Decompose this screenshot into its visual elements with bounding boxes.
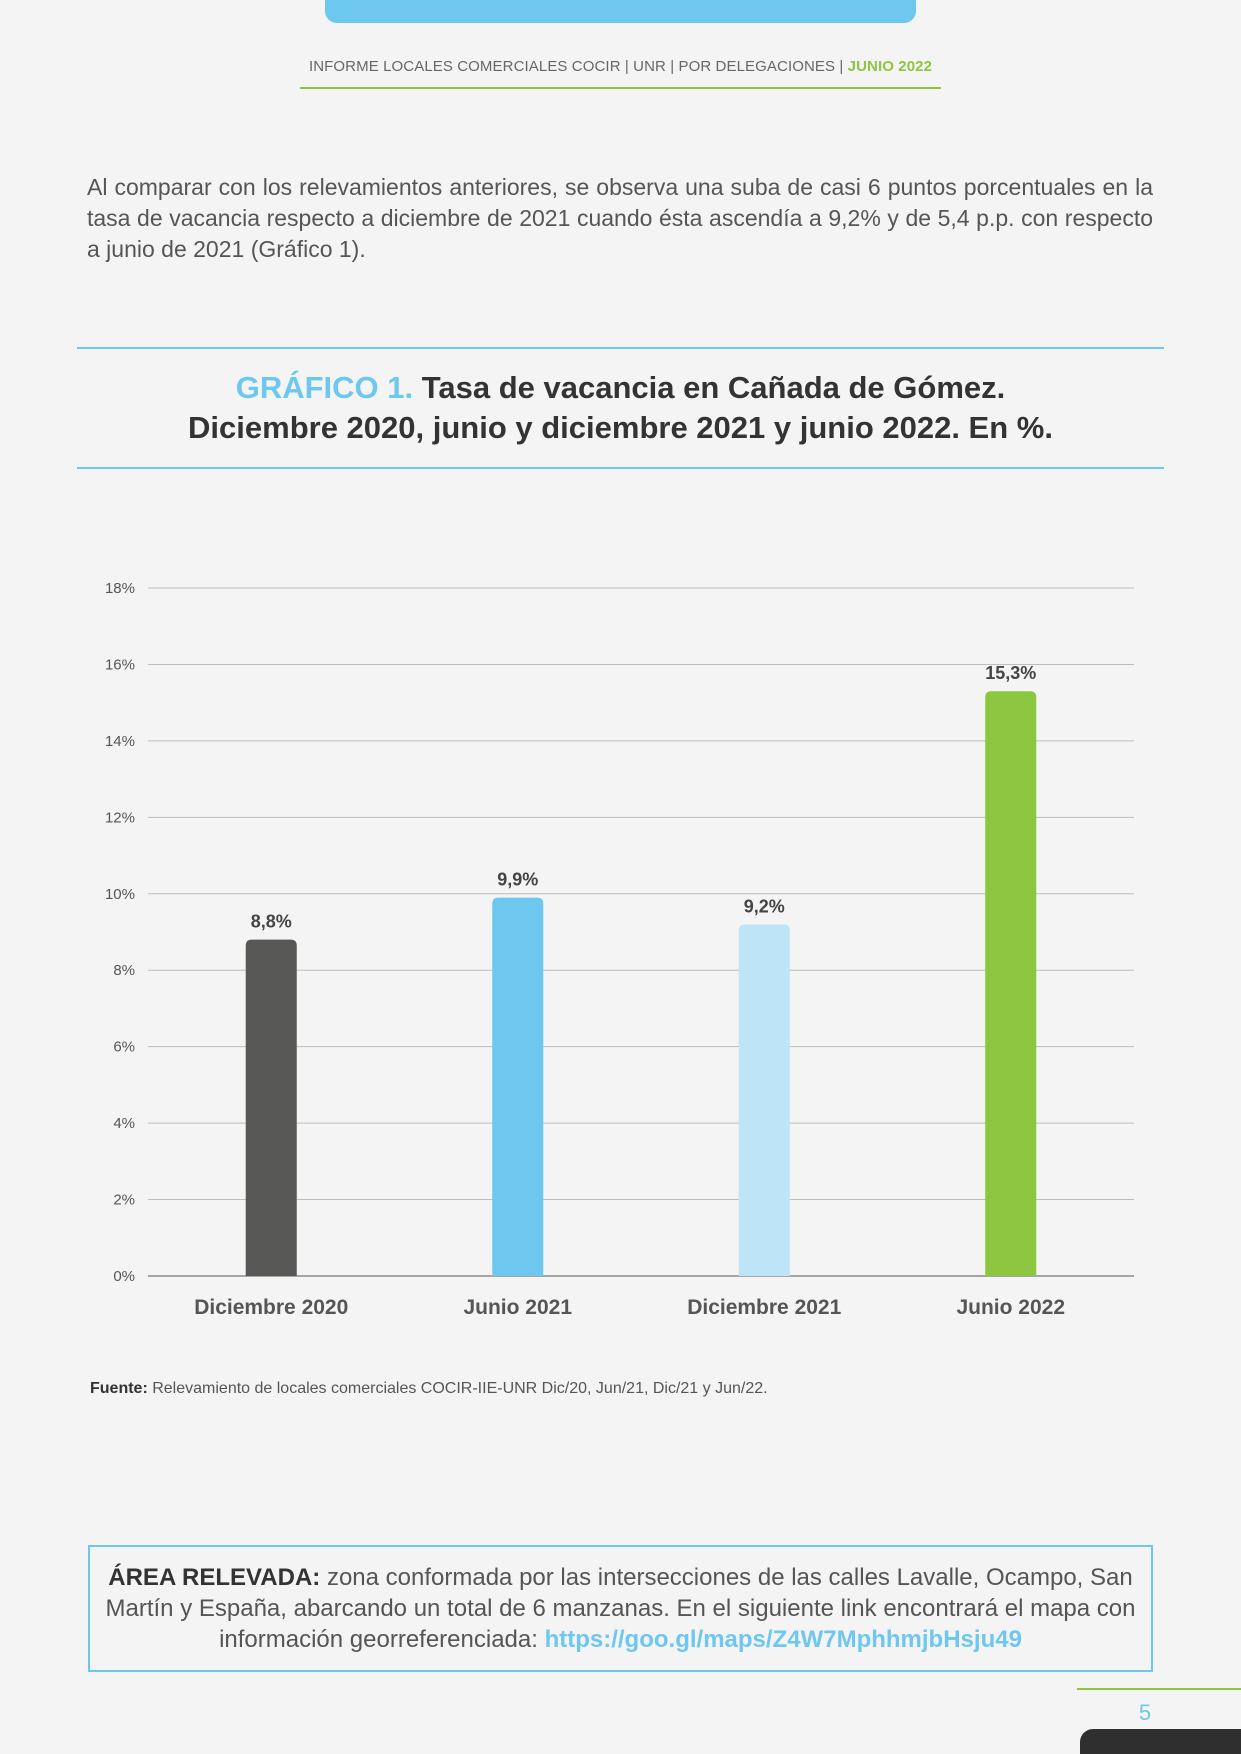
footer-decoration-tab [1080,1729,1241,1754]
chart-source [90,1380,768,1398]
source-label: Fuente: [90,1380,148,1397]
source-text: Relevamiento de locales comerciales COCIR-IIE-UNR Dic/20, Jun/21, Dic/21 y Jun/22. [147,1380,768,1397]
chart-title-bottom-divider [77,467,1164,469]
y-tick-label: 2% [113,1191,135,1209]
y-tick-label: 8% [113,962,135,980]
bar-value-label: 9,2% [743,896,785,917]
bar-chart [0,560,1241,1340]
x-category-label: Junio 2021 [463,1296,573,1319]
bar [985,691,1036,1276]
y-tick-label: 18% [104,580,135,597]
chart-title-line1: Tasa de vacancia en Cañada de Gómez. [421,370,1006,405]
y-tick-label: 10% [104,885,135,903]
bar [739,924,790,1276]
footer-divider [1077,1688,1241,1690]
bar-value-label: 15,3% [985,663,1037,684]
page-number: 5 [1138,1700,1152,1725]
chart-title [0,368,1241,448]
report-header-text: INFORME LOCALES COMERCIALES COCIR | UNR | POR DELEGACIONES | [308,58,848,75]
bar-value-label: 8,8% [250,911,292,932]
y-tick-label: 16% [104,656,135,674]
x-category-label: Diciembre 2020 [194,1296,349,1319]
chart-title-line2: Diciembre 2020, junio y diciembre 2021 y junio 2022. En %. [188,410,1053,445]
y-tick-label: 6% [113,1038,135,1056]
intro-paragraph: Al comparar con los relevamientos anteriores, se observa una suba de casi 6 puntos porcentuales en la tasa de vacancia respecto a diciembre de 2021 cuando ésta ascendía a 9,2% y de 5,4 p.p. con respecto a junio de 2021 (Gráfico 1). [87,174,1153,262]
bar [492,898,543,1276]
chart-title-top-divider [77,347,1164,349]
map-link[interactable]: https://goo.gl/maps/Z4W7MphhmjbHsju49 [544,1626,1022,1653]
y-tick-label: 12% [104,809,135,827]
area-text: zona conformada por las intersecciones de las calles Lavalle, Ocampo, San Martín y España, abarcando un total de 6 manzanas. En el siguiente link encontrará el mapa con información georreferenciada: [105,1564,1136,1653]
area-label: ÁREA RELEVADA: [108,1564,321,1591]
area-info-box [88,1545,1153,1672]
y-tick-label: 14% [104,732,135,750]
x-category-label: Diciembre 2021 [687,1296,842,1319]
report-header-date: JUNIO 2022 [847,58,933,75]
y-tick-label: 0% [113,1268,135,1285]
bar-value-label: 9,9% [497,869,539,890]
x-category-label: Junio 2022 [956,1296,1066,1319]
bar [246,940,297,1276]
header-divider [300,87,941,89]
header-decoration-tab [325,0,916,23]
chart-title-lead: GRÁFICO 1. [235,370,414,405]
y-tick-label: 4% [113,1115,135,1133]
report-header [0,58,1241,75]
